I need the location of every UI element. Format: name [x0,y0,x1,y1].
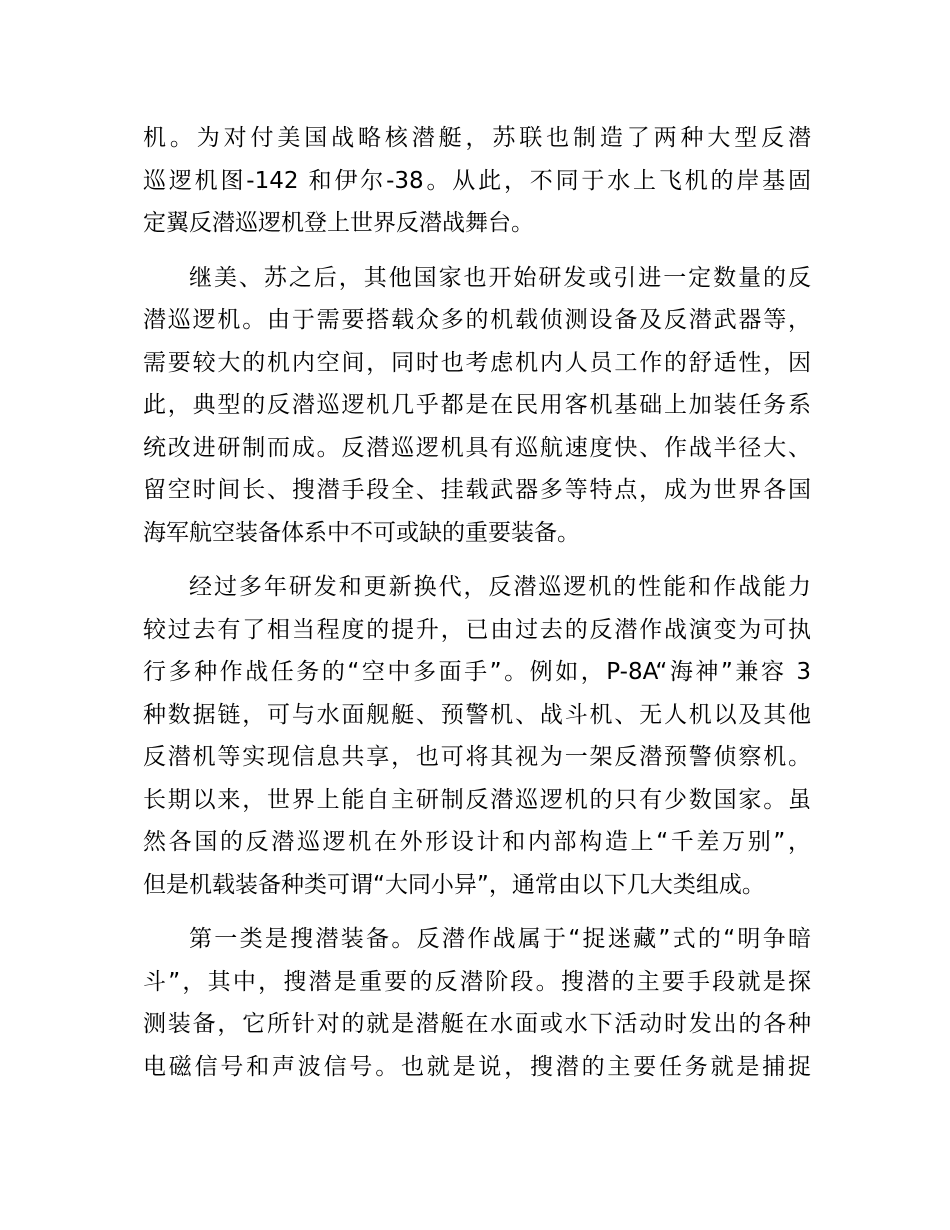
text-line: 电磁信号和声波信号。也就是说，搜潜的主要任务就是捕捉 [143,1053,811,1080]
text-line: 长期以来，世界上能自主研制反潜巡逻机的只有少数国家。虽 [143,786,811,813]
document-page [143,117,811,1100]
paragraph [143,257,811,555]
text-line: 行多种作战任务的“空中多面手”。例如，P-8A“海神”兼容 3 [143,659,811,685]
text-line: 此，典型的反潜巡逻机几乎都是在民用客机基础上加装任务系 [143,392,811,418]
text-line: 种数据链，可与水面舰艇、预警机、战斗机、无人机以及其他 [143,701,811,728]
text-line: 留空时间长、搜潜手段全、挂载武器多等特点，成为世界各国 [143,477,811,503]
text-line: 继美、苏之后，其他国家也开始研发或引进一定数量的反 [189,264,811,291]
text-line: 潜巡逻机。由于需要搭载众多的机载侦测设备及反潜武器等， [143,307,811,333]
paragraph [143,117,811,245]
text-line: 反潜机等实现信息共享，也可将其视为一架反潜预警侦察机。 [143,744,811,770]
text-line: 海军航空装备体系中不可或缺的重要装备。 [143,519,580,546]
text-line: 经过多年研发和更新换代，反潜巡逻机的性能和作战能力 [189,574,811,600]
text-line: 斗”，其中，搜潜是重要的反潜阶段。搜潜的主要手段就是探 [143,968,811,995]
text-line: 巡逻机图-142 和伊尔-38。从此，不同于水上飞机的岸基固 [143,167,811,194]
text-line: 测装备，它所针对的就是潜艇在水面或水下活动时发出的各种 [143,1011,811,1037]
paragraph [143,918,811,1088]
text-line: 然各国的反潜巡逻机在外形设计和内部构造上“千差万别”， [143,829,811,855]
text-line: 较过去有了相当程度的提升，已由过去的反潜作战演变为可执 [143,616,811,643]
text-line: 统改进研制而成。反潜巡逻机具有巡航速度快、作战半径大、 [143,434,811,461]
text-line: 需要较大的机内空间，同时也考虑机内人员工作的舒适性，因 [143,349,811,376]
text-line: 第一类是搜潜装备。反潜作战属于“捉迷藏”式的“明争暗 [189,926,811,952]
text-line: 定翼反潜巡逻机登上世界反潜战舞台。 [143,210,534,236]
paragraph [143,566,811,906]
text-line: 但是机载装备种类可谓“大同小异”，通常由以下几大类组成。 [143,871,765,898]
text-line: 机。为对付美国战略核潜艇，苏联也制造了两种大型反潜 [143,125,811,151]
